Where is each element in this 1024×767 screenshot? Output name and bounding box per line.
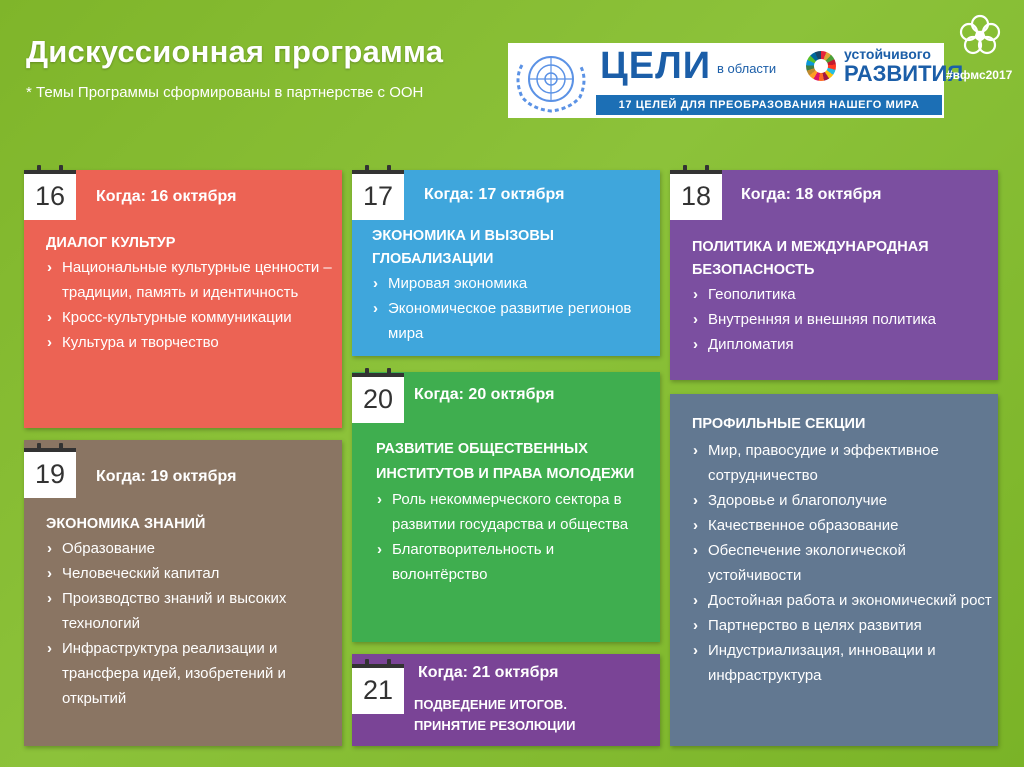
list-item: › Благотворительность и волонтёрство [376, 537, 648, 587]
list-item: › Национальные культурные ценности – традиции, память и идентичность [46, 255, 336, 305]
list-item: › Роль некоммерческого сектора в развитии государства и общества [376, 487, 648, 537]
calendar-day: 21 [362, 675, 394, 705]
list-item: › Качественное образование [692, 513, 992, 538]
topic-list [376, 487, 648, 587]
sdg-wheel-icon [806, 51, 836, 81]
topic-list [692, 282, 992, 357]
hashtag-label: #вфмс2017 [946, 68, 1013, 82]
topic-list [692, 438, 992, 688]
card-oct-19-content [46, 513, 336, 711]
banner-goals-word: ЦЕЛИ [600, 45, 712, 87]
calendar-icon [352, 170, 404, 220]
card-oct-17-content [372, 225, 652, 346]
list-item: › Дипломатия [692, 332, 992, 357]
topic-heading: ЭКОНОМИКА ЗНАНИЙ [46, 516, 206, 532]
list-item: › Образование [46, 536, 336, 561]
topic-heading: ПОЛИТИКА И МЕЖДУНАРОДНАЯ БЕЗОПАСНОСТЬ [692, 239, 929, 278]
un-emblem-icon [508, 45, 594, 115]
list-item: › Партнерство в целях развития [692, 613, 992, 638]
banner-sustainable: устойчивого [844, 46, 931, 62]
list-item: › Человеческий капитал [46, 561, 336, 586]
list-item: › Мировая экономика [372, 271, 652, 296]
list-item: › Культура и творчество [46, 330, 336, 355]
list-item: › Мир, правосудие и эффективное сотрудничество [692, 438, 992, 488]
page-title: Дискуссионная программа [26, 34, 444, 69]
when-date: Когда: 18 октября [741, 186, 882, 203]
when-date: Когда: 19 октября [96, 468, 237, 485]
list-item: › Достойная работа и экономический рост [692, 588, 992, 613]
when-date: Когда: 20 октября [414, 386, 555, 403]
calendar-icon [352, 373, 404, 423]
card-oct-16-content [46, 232, 336, 355]
topic-heading-line2: ПРИНЯТИЕ РЕЗОЛЮЦИИ [414, 718, 576, 733]
list-item: › Геополитика [692, 282, 992, 307]
card-oct-21-content [414, 694, 654, 736]
calendar-icon [24, 448, 76, 498]
calendar-day: 20 [362, 384, 394, 414]
calendar-day: 16 [34, 181, 66, 211]
banner-development: РАЗВИТИЯ [844, 61, 964, 86]
banner-in-area: в области [717, 61, 777, 76]
sdg-banner [508, 43, 964, 118]
when-date: Когда: 21 октября [418, 664, 559, 681]
list-item: › Экономическое развитие регионов мира [372, 296, 652, 346]
calendar-day: 18 [680, 181, 712, 211]
card-oct-18-content [692, 236, 992, 357]
when-date: Когда: 17 октября [424, 186, 565, 203]
page-subtitle: * Темы Программы сформированы в партнерстве с ООН [26, 84, 424, 101]
topic-heading: ПРОФИЛЬНЫЕ СЕКЦИИ [692, 416, 866, 432]
when-date: Когда: 16 октября [96, 188, 237, 205]
list-item: › Производство знаний и высоких технологий [46, 586, 336, 636]
topic-list [46, 536, 336, 711]
topic-list [372, 271, 652, 346]
calendar-icon [352, 664, 404, 714]
list-item: › Индустриализация, инновации и инфраструктура [692, 638, 992, 688]
list-item: › Внутренняя и внешняя политика [692, 307, 992, 332]
topic-heading: РАЗВИТИЕ ОБЩЕСТВЕННЫХ ИНСТИТУТОВ И ПРАВА МОЛОДЕЖИ [376, 441, 635, 482]
list-item: › Инфраструктура реализации и трансфера идей, изобретений и открытий [46, 636, 336, 711]
card-oct-20-content [376, 437, 648, 587]
list-item: › Обеспечение экологической устойчивости [692, 538, 992, 588]
topic-heading-line1: ПОДВЕДЕНИЕ ИТОГОВ. [414, 697, 567, 712]
card-profile-sections-content [692, 413, 992, 688]
calendar-day: 19 [34, 459, 66, 489]
calendar-icon [24, 170, 76, 220]
list-item: › Здоровье и благополучие [692, 488, 992, 513]
calendar-icon [670, 170, 722, 220]
banner-strip: 17 ЦЕЛЕЙ ДЛЯ ПРЕОБРАЗОВАНИЯ НАШЕГО МИРА [596, 95, 942, 115]
topic-list [46, 255, 336, 355]
calendar-day: 17 [362, 181, 394, 211]
topic-heading: ДИАЛОГ КУЛЬТУР [46, 235, 176, 251]
festival-flower-logo-icon [956, 12, 1004, 60]
list-item: › Кросс-культурные коммуникации [46, 305, 336, 330]
topic-heading: ЭКОНОМИКА И ВЫЗОВЫ ГЛОБАЛИЗАЦИИ [372, 228, 555, 267]
